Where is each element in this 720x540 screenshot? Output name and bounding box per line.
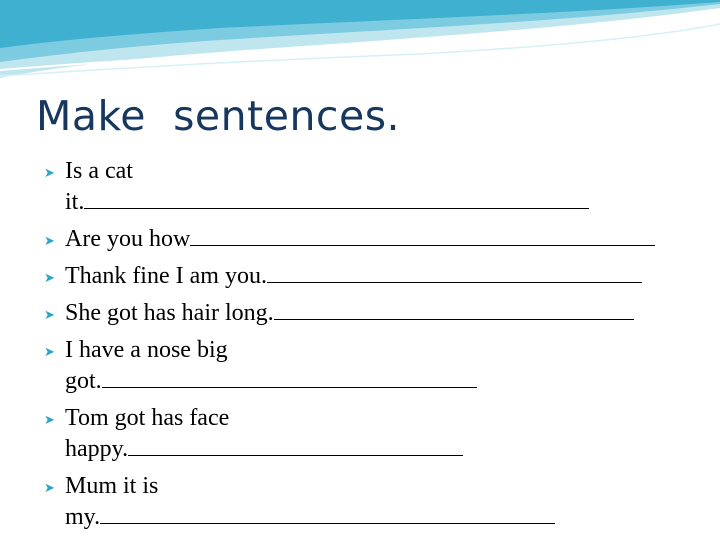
list-item — [44, 335, 704, 397]
bullet-arrow-icon: ➤ — [44, 234, 55, 249]
header-wave-decoration — [0, 0, 720, 80]
bullet-arrow-icon: ➤ — [44, 308, 55, 323]
bullet-arrow-icon: ➤ — [44, 345, 55, 360]
sentence-text: I have a nose big — [65, 337, 228, 363]
answer-blank — [102, 386, 477, 388]
sentence-text: it. — [65, 189, 85, 215]
exercise-list — [44, 156, 704, 539]
answer-blank — [274, 318, 634, 320]
list-item — [44, 156, 704, 218]
bullet-arrow-icon: ➤ — [44, 166, 55, 181]
bullet-arrow-icon: ➤ — [44, 481, 55, 496]
sentence-text: my. — [65, 504, 101, 530]
list-item — [44, 403, 704, 465]
sentence-text: She got has hair long. — [65, 300, 274, 326]
list-item — [44, 471, 704, 533]
page-title: Make sentences. — [36, 92, 401, 140]
answer-blank — [267, 281, 642, 283]
list-item — [44, 298, 704, 329]
bullet-arrow-icon: ➤ — [44, 413, 55, 428]
sentence-text: Mum it is — [65, 473, 159, 499]
sentence-text: Tom got has face — [65, 405, 230, 431]
sentence-text: got. — [65, 368, 102, 394]
sentence-text: happy. — [65, 436, 129, 462]
answer-blank — [128, 454, 463, 456]
list-item — [44, 224, 704, 255]
sentence-text: Is a cat — [65, 158, 133, 184]
sentence-text: Thank fine I am you. — [65, 263, 267, 289]
bullet-arrow-icon: ➤ — [44, 271, 55, 286]
answer-blank — [84, 207, 589, 209]
sentence-text: Are you how — [65, 226, 191, 252]
answer-blank — [100, 522, 555, 524]
answer-blank — [190, 244, 655, 246]
list-item — [44, 261, 704, 292]
